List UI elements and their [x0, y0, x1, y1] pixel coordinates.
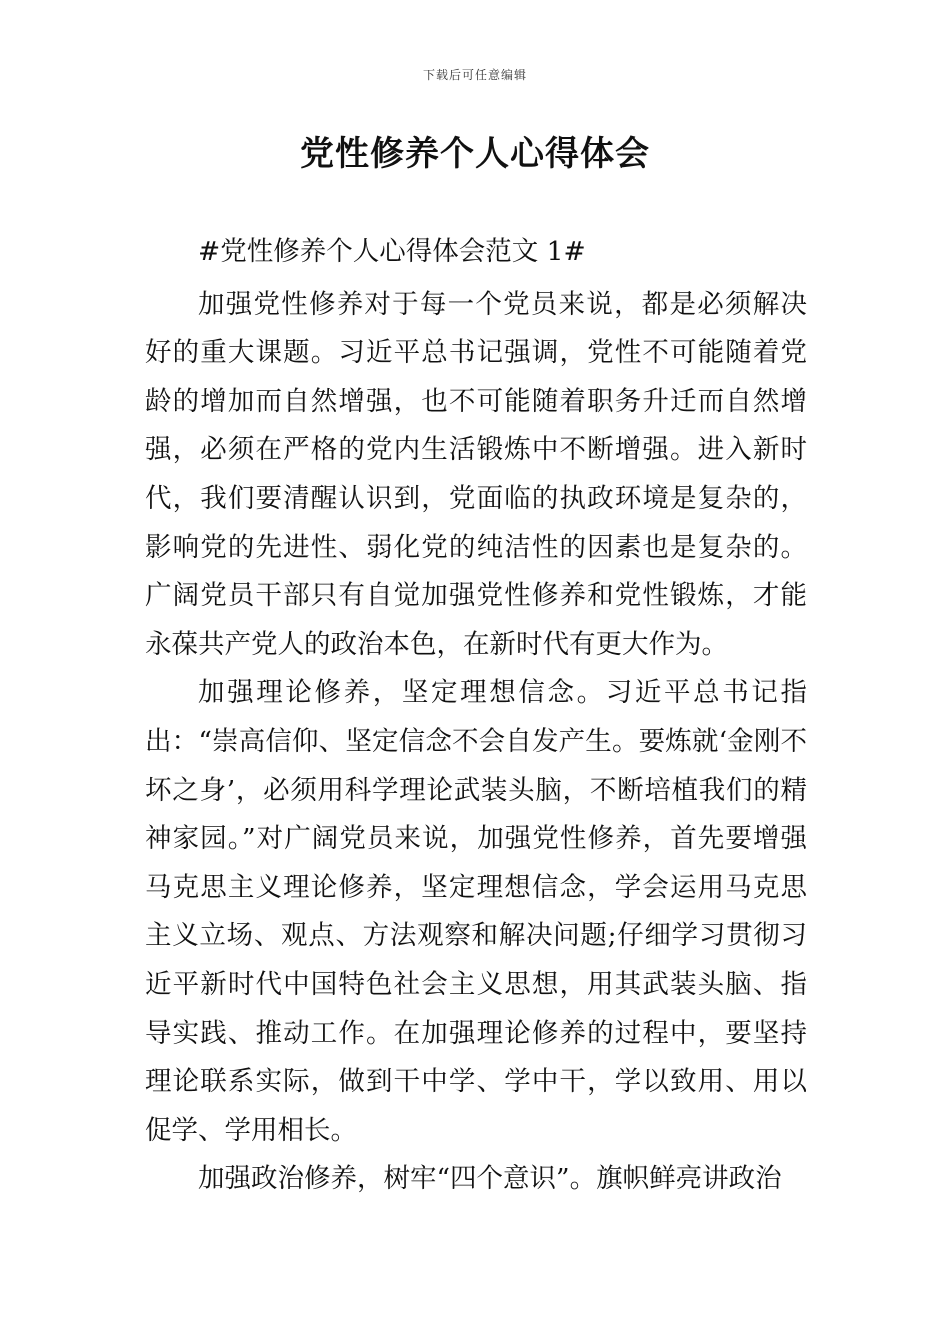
paragraph-2: 加强理论修养，坚定理想信念。习近平总书记指出：“崇高信仰、坚定信念不会自发产生。要炼就‘金刚不坏之身’，必须用科学理论武装头脑，不断培植我们的精神家园。”对广阔党员来说，加强党性修养，首先要增强马克思主义理论修养，坚定理想信念，学会运用马克思主义立场、观点、方法观察和解决问题;仔细学习贯彻习近平新时代中国特色社会主义思想，用其武装头脑、指导实践、推动工作。在加强理论修养的过程中，要坚持理论联系实际，做到干中学、学中干，学以致用、用以促学、学用相长。 — [145, 677, 807, 1146]
page-header-note: 下载后可任意编辑 — [422, 68, 527, 82]
document-body — [145, 228, 807, 1204]
paragraph-1: 加强党性修养对于每一个党员来说，都是必须解决好的重大课题。习近平总书记强调，党性不可能随着党龄的增加而自然增强，也不可能随着职务升迁而自然增强，必须在严格的党内生活锻炼中不断增强。进入新时代，我们要清醒认识到，党面临的执政环境是复杂的，影响党的先进性、弱化党的纯洁性的因素也是复杂的。广阔党员干部只有自觉加强党性修养和党性锻炼，才能永葆共产党人的政治本色，在新时代有更大作为。 — [145, 288, 807, 660]
section-heading: #党性修养个人心得体会范文 1# — [198, 236, 586, 267]
paragraph-3: 加强政治修养，树牢“四个意识”。旗帜鲜亮讲政治 — [198, 1163, 782, 1195]
document-title: 党性修养个人心得体会 — [300, 134, 650, 174]
